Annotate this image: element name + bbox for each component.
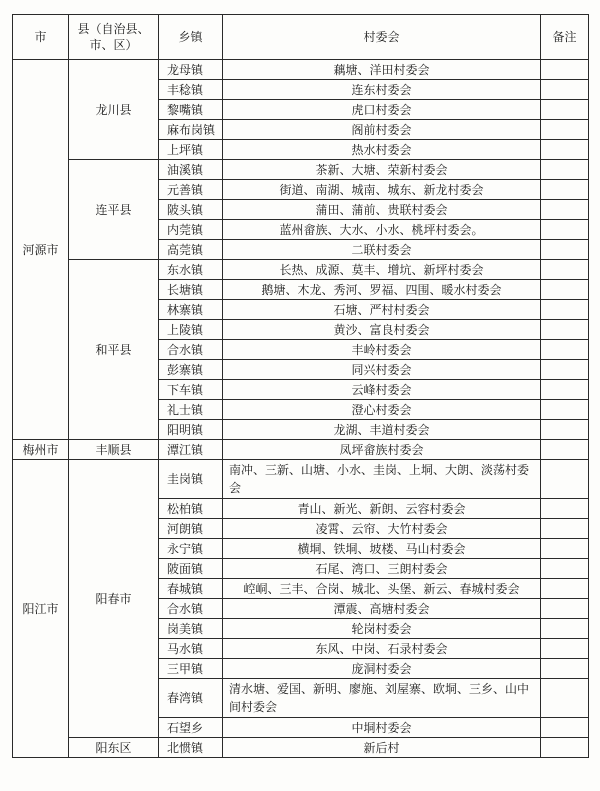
note-cell <box>541 320 589 340</box>
note-cell <box>541 400 589 420</box>
village-cell: 凤坪畲族村委会 <box>223 440 541 460</box>
village-cell: 轮岗村委会 <box>223 619 541 639</box>
town-cell: 上坪镇 <box>159 140 223 160</box>
town-cell: 北惯镇 <box>159 738 223 758</box>
town-cell: 麻布岗镇 <box>159 120 223 140</box>
note-cell <box>541 60 589 80</box>
town-cell: 丰稔镇 <box>159 80 223 100</box>
note-cell <box>541 180 589 200</box>
town-cell: 东水镇 <box>159 260 223 280</box>
header-village: 村委会 <box>223 15 541 60</box>
village-cell: 鹅塘、木龙、秀河、罗福、四围、暖水村委会 <box>223 280 541 300</box>
city-cell: 阳江市 <box>13 460 69 758</box>
note-cell <box>541 718 589 738</box>
village-cell: 崆峒、三丰、合岗、城北、头堡、新云、春城村委会 <box>223 579 541 599</box>
town-cell: 陂面镇 <box>159 559 223 579</box>
village-cell: 阁前村委会 <box>223 120 541 140</box>
town-cell: 元善镇 <box>159 180 223 200</box>
town-cell: 陂头镇 <box>159 200 223 220</box>
header-note: 备注 <box>541 15 589 60</box>
note-cell <box>541 260 589 280</box>
table-body <box>13 60 589 758</box>
note-cell <box>541 679 589 718</box>
note-cell <box>541 120 589 140</box>
note-cell <box>541 639 589 659</box>
city-cell: 梅州市 <box>13 440 69 460</box>
village-cell: 凌霄、云帘、大竹村委会 <box>223 519 541 539</box>
town-cell: 长塘镇 <box>159 280 223 300</box>
note-cell <box>541 499 589 519</box>
header-row <box>13 15 589 60</box>
town-cell: 高莞镇 <box>159 240 223 260</box>
note-cell <box>541 539 589 559</box>
town-cell: 上陵镇 <box>159 320 223 340</box>
note-cell <box>541 220 589 240</box>
header-town: 乡镇 <box>159 15 223 60</box>
table-row <box>13 460 589 499</box>
town-cell: 彭寨镇 <box>159 360 223 380</box>
village-cell: 蒲田、蒲前、贵联村委会 <box>223 200 541 220</box>
table-row <box>13 260 589 280</box>
village-cell: 潭震、高塘村委会 <box>223 599 541 619</box>
table-row <box>13 60 589 80</box>
town-cell: 礼士镇 <box>159 400 223 420</box>
town-cell: 阳明镇 <box>159 420 223 440</box>
note-cell <box>541 140 589 160</box>
note-cell <box>541 80 589 100</box>
town-cell: 松柏镇 <box>159 499 223 519</box>
village-cell: 中垌村委会 <box>223 718 541 738</box>
county-cell: 连平县 <box>69 160 159 260</box>
town-cell: 下车镇 <box>159 380 223 400</box>
village-cell: 连东村委会 <box>223 80 541 100</box>
town-cell: 合水镇 <box>159 340 223 360</box>
header-county: 县（自治县、市、区） <box>69 15 159 60</box>
town-cell: 岗美镇 <box>159 619 223 639</box>
village-cell: 蓝州畲族、大水、小水、桃坪村委会。 <box>223 220 541 240</box>
town-cell: 合水镇 <box>159 599 223 619</box>
note-cell <box>541 579 589 599</box>
note-cell <box>541 460 589 499</box>
note-cell <box>541 300 589 320</box>
town-cell: 潭江镇 <box>159 440 223 460</box>
county-cell: 阳春市 <box>69 460 159 738</box>
note-cell <box>541 599 589 619</box>
town-cell: 春湾镇 <box>159 679 223 718</box>
note-cell <box>541 160 589 180</box>
town-cell: 油溪镇 <box>159 160 223 180</box>
note-cell <box>541 100 589 120</box>
town-cell: 黎嘴镇 <box>159 100 223 120</box>
village-cell: 澄心村委会 <box>223 400 541 420</box>
town-cell: 林寨镇 <box>159 300 223 320</box>
header-city: 市 <box>13 15 69 60</box>
county-cell: 丰顺县 <box>69 440 159 460</box>
village-cell: 石塘、严村村委会 <box>223 300 541 320</box>
note-cell <box>541 519 589 539</box>
village-cell: 石尾、湾口、三朗村委会 <box>223 559 541 579</box>
village-cell: 东风、中岗、石录村委会 <box>223 639 541 659</box>
village-cell: 丰岭村委会 <box>223 340 541 360</box>
county-cell: 和平县 <box>69 260 159 440</box>
village-cell: 横垌、铁垌、坡楼、马山村委会 <box>223 539 541 559</box>
note-cell <box>541 619 589 639</box>
table-row <box>13 160 589 180</box>
town-cell: 圭岗镇 <box>159 460 223 499</box>
note-cell <box>541 380 589 400</box>
village-cell: 茶新、大塘、荣新村委会 <box>223 160 541 180</box>
village-cell: 龙湖、丰道村委会 <box>223 420 541 440</box>
note-cell <box>541 360 589 380</box>
town-cell: 河朗镇 <box>159 519 223 539</box>
city-cell: 河源市 <box>13 60 69 440</box>
table-row <box>13 440 589 460</box>
table-row <box>13 738 589 758</box>
town-cell: 三甲镇 <box>159 659 223 679</box>
county-cell: 龙川县 <box>69 60 159 160</box>
county-cell: 阳东区 <box>69 738 159 758</box>
village-cell: 清水塘、爱国、新明、廖施、刘屋寨、欧垌、三乡、山中间村委会 <box>223 679 541 718</box>
village-cell: 街道、南湖、城南、城东、新龙村委会 <box>223 180 541 200</box>
note-cell <box>541 280 589 300</box>
village-cell: 新后村 <box>223 738 541 758</box>
note-cell <box>541 240 589 260</box>
town-cell: 龙母镇 <box>159 60 223 80</box>
village-cell: 长热、成源、莫丰、增坑、新坪村委会 <box>223 260 541 280</box>
village-cell: 热水村委会 <box>223 140 541 160</box>
note-cell <box>541 340 589 360</box>
village-cell: 黄沙、富良村委会 <box>223 320 541 340</box>
note-cell <box>541 738 589 758</box>
note-cell <box>541 420 589 440</box>
town-cell: 春城镇 <box>159 579 223 599</box>
village-cell: 同兴村委会 <box>223 360 541 380</box>
village-cell: 二联村委会 <box>223 240 541 260</box>
village-cell: 庞洞村委会 <box>223 659 541 679</box>
note-cell <box>541 559 589 579</box>
village-cell: 藕塘、洋田村委会 <box>223 60 541 80</box>
town-cell: 马水镇 <box>159 639 223 659</box>
village-cell: 南冲、三新、山塘、小水、圭岗、上垌、大朗、淡荡村委会 <box>223 460 541 499</box>
village-cell: 虎口村委会 <box>223 100 541 120</box>
note-cell <box>541 200 589 220</box>
town-cell: 石望乡 <box>159 718 223 738</box>
note-cell <box>541 440 589 460</box>
town-cell: 永宁镇 <box>159 539 223 559</box>
village-cell: 云峰村委会 <box>223 380 541 400</box>
note-cell <box>541 659 589 679</box>
village-cell: 青山、新光、新朗、云容村委会 <box>223 499 541 519</box>
town-cell: 内莞镇 <box>159 220 223 240</box>
village-committee-table <box>12 14 589 758</box>
